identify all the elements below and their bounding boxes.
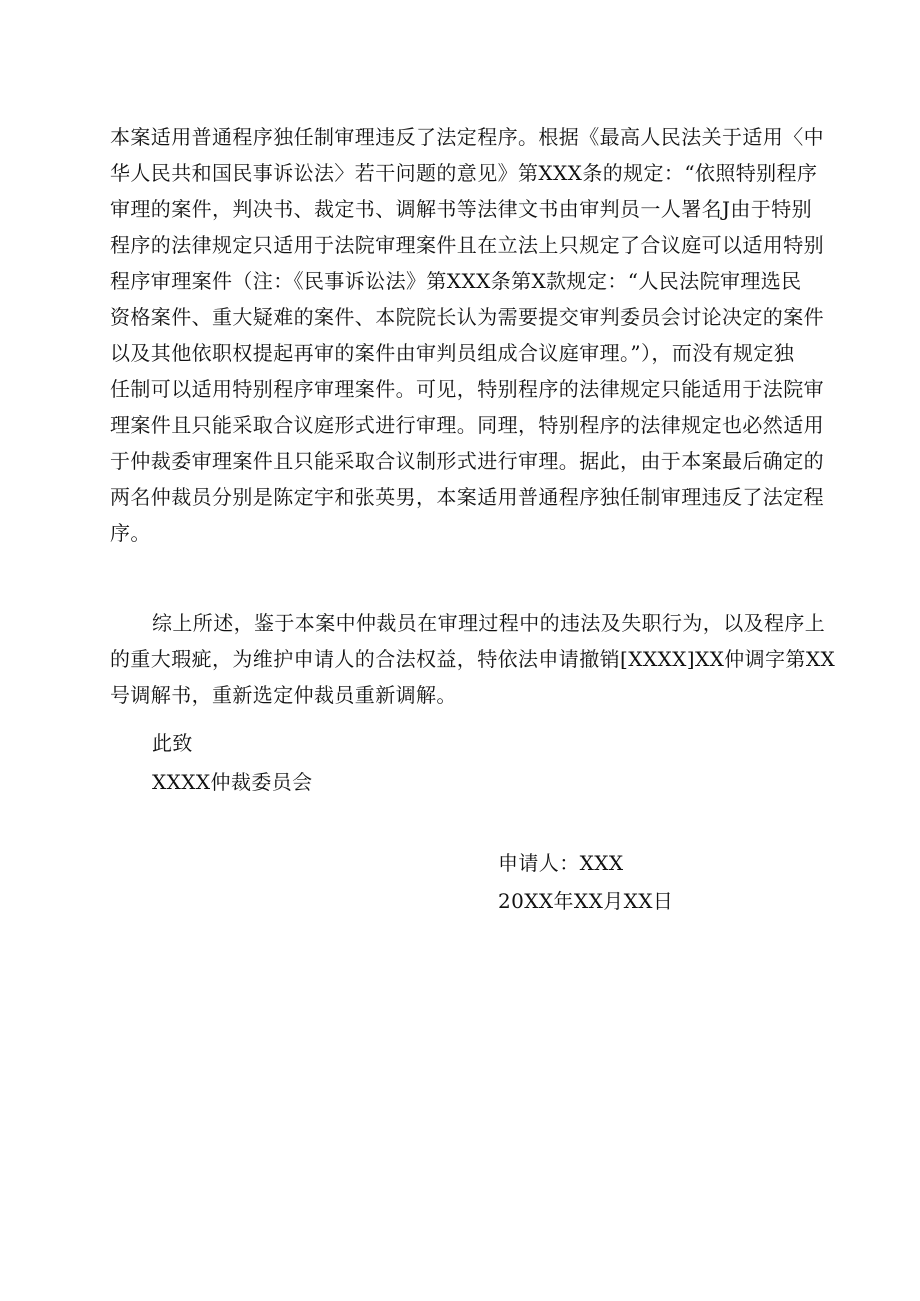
paragraph1-line-5: 程序审理案件（注：《民事诉讼法》第XXX条第X款规定：“人民法院审理选民 xyxy=(110,269,802,293)
recipient: XXXX仲裁委员会 xyxy=(152,770,313,794)
salutation: 此致 xyxy=(152,731,193,755)
paragraph1-line-3: 审理的案件，判决书、裁定书、调解书等法律文书由审判员一人署名J由于特别 xyxy=(110,197,813,221)
paragraph2-line-2: 的重大瑕疵，为维护申请人的合法权益，特依法申请撤销[XXXX]XX仲调字第XX xyxy=(110,647,836,671)
paragraph1-line-9: 理案件且只能采取合议庭形式进行审理。同理，特别程序的法律规定也必然适用 xyxy=(110,413,824,437)
paragraph1-line-4: 程序的法律规定只适用于法院审理案件且在立法上只规定了合议庭可以适用特别 xyxy=(110,233,824,257)
paragraph1-line-2: 华人民共和国民事诉讼法〉若干问题的意见》第XXX条的规定：“依照特别程序 xyxy=(110,161,818,185)
paragraph1-line-8: 任制可以适用特别程序审理案件。可见，特别程序的法律规定只能适用于法院审 xyxy=(110,377,824,401)
paragraph2-line-1: 综上所述，鉴于本案中仲裁员在审理过程中的违法及失职行为，以及程序上 xyxy=(152,611,826,635)
paragraph1-line-7: 以及其他依职权提起再审的案件由审判员组成合议庭审理。”），而没有规定独 xyxy=(110,341,795,365)
paragraph1-line-6: 资格案件、重大疑难的案件、本院院长认为需要提交审判委员会讨论决定的案件 xyxy=(110,305,824,329)
applicant-signature: 申请人：XXX xyxy=(498,851,624,875)
paragraph1-line-12: 序。 xyxy=(110,521,151,545)
paragraph1-line-1: 本案适用普通程序独任制审理违反了法定程序。根据《最高人民法关于适用〈中 xyxy=(110,125,824,149)
document-date: 20XX年XX月XX日 xyxy=(498,889,674,913)
paragraph2-line-3: 号调解书，重新选定仲裁员重新调解。 xyxy=(110,683,457,707)
paragraph1-line-11: 两名仲裁员分别是陈定宇和张英男，本案适用普通程序独任制审理违反了法定程 xyxy=(110,485,824,509)
paragraph1-line-10: 于仲裁委审理案件且只能采取合议制形式进行审理。据此，由于本案最后确定的 xyxy=(110,449,824,473)
